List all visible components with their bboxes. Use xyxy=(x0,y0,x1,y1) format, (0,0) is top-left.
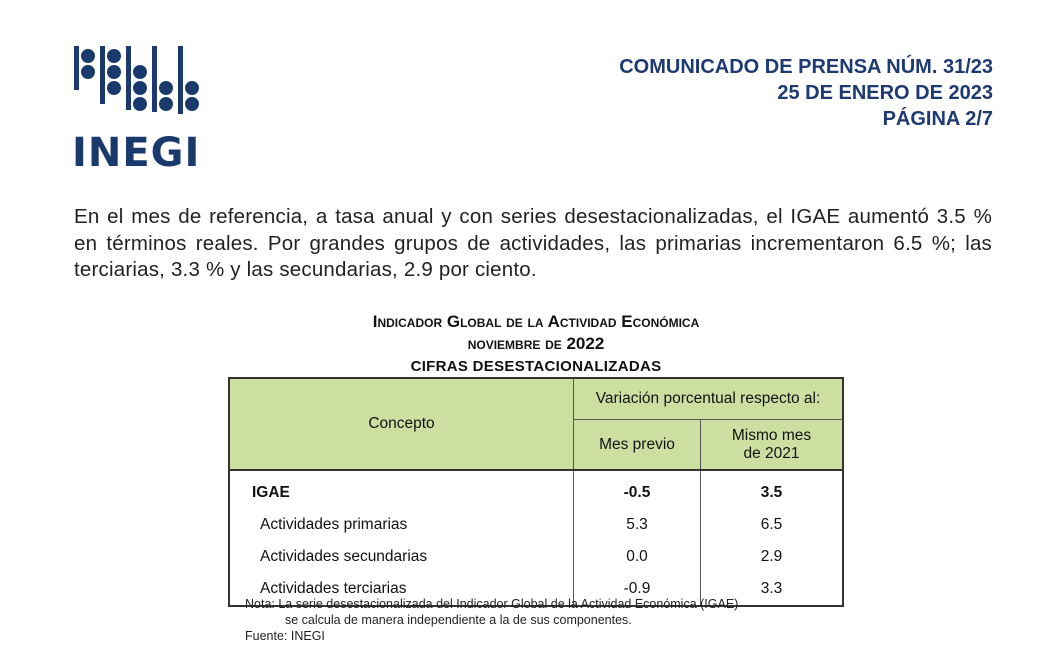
table-title xyxy=(230,312,842,332)
header-variation xyxy=(574,378,844,420)
row-concept: Actividades primarias xyxy=(229,509,574,541)
header-concept xyxy=(229,378,574,470)
table-row xyxy=(229,470,843,509)
row-same: 2.9 xyxy=(760,548,783,565)
source-line: Fuente: INEGI xyxy=(245,629,325,643)
inegi-logo xyxy=(72,44,202,170)
intro-text: En el mes de referencia, a tasa anual y con series desestacionalizadas, el IGAE aumentó 3.5 % en términos reales. Por grandes grupos de actividades, las primarias incrementaron 6.5 %; las terciarias, 3.3 % y las secundarias, 2.9 por ciento. xyxy=(74,205,992,281)
header-concept-label: Concepto xyxy=(368,415,435,432)
release-date: 25 DE ENERO DE 2023 xyxy=(777,82,993,104)
release-number: COMUNICADO DE PRENSA NÚM. 31/23 xyxy=(619,56,993,78)
table-row xyxy=(229,541,843,573)
row-same: 3.3 xyxy=(760,580,783,597)
row-concept: Actividades secundarias xyxy=(229,541,574,573)
table-period-text: noviembre de 2022 xyxy=(467,334,605,353)
table-subtitle xyxy=(230,358,842,375)
note-line-2: se calcula de manera independiente a la de sus componentes. xyxy=(285,613,632,627)
note-line-1: Nota: La serie desestacionalizada del Indicador Global de la Actividad Económica (IGAE) xyxy=(245,597,739,611)
row-prev: -0.5 xyxy=(574,470,701,509)
header-same-label-2: de 2021 xyxy=(743,444,800,462)
row-concept: Actividades terciarias xyxy=(229,573,574,606)
header-same-month xyxy=(701,420,844,470)
table-period xyxy=(230,334,842,354)
header-variation-label: Variación porcentual respecto al: xyxy=(595,390,821,408)
row-prev: 0.0 xyxy=(574,541,701,573)
row-same: 3.5 xyxy=(760,484,783,501)
row-concept: IGAE xyxy=(229,470,574,509)
page-number: PÁGINA 2/7 xyxy=(882,108,993,130)
table-notes xyxy=(245,596,865,644)
row-prev: 5.3 xyxy=(574,509,701,541)
table-title-text: Indicador Global de la Actividad Económica xyxy=(372,312,700,331)
header-prev-label: Mes previo xyxy=(599,435,675,453)
release-header xyxy=(619,54,993,132)
intro-paragraph xyxy=(74,204,992,284)
logo-text: INEGI xyxy=(72,130,201,170)
header-prev-month xyxy=(574,420,701,470)
row-prev: -0.9 xyxy=(574,573,701,606)
table-subtitle-text: CIFRAS DESESTACIONALIZADAS xyxy=(410,358,662,375)
row-same: 6.5 xyxy=(760,516,783,533)
header-same-label-1: Mismo mes xyxy=(731,426,812,444)
igae-table xyxy=(228,377,844,607)
table-row xyxy=(229,509,843,541)
